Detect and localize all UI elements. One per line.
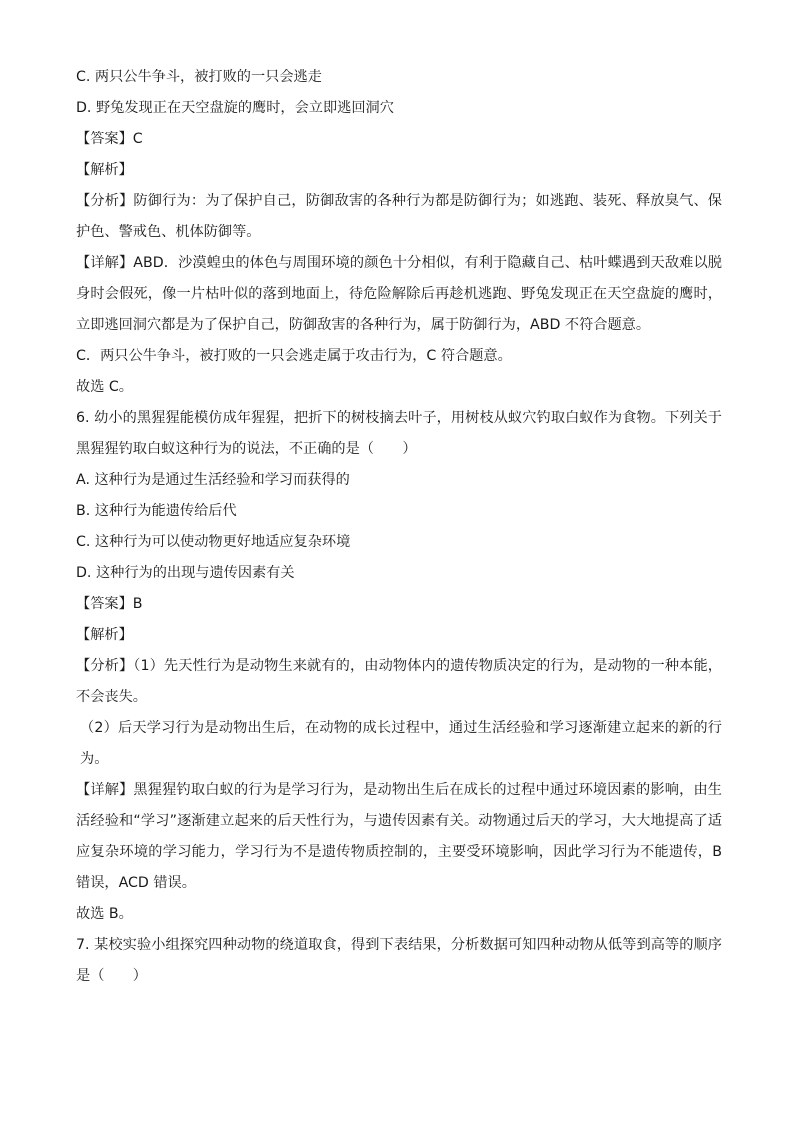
q6-analysis-2: （2）后天学习行为是动物出生后，在动物的成长过程中，通过生活经验和学习逐渐建立起来的新的行为。: [80, 720, 722, 767]
q6-analysis-1: 【分析】（1）先天性行为是动物生来就有的，由动物体内的遗传物质决定的行为，是动物的一种本能，不会丧失。: [76, 658, 722, 705]
q5-answer: 【答案】C: [76, 131, 143, 147]
q5-analysis: 【分析】防御行为：为了保护自己，防御敌害的各种行为都是防御行为；如逃跑、装死、释放臭气、保护色、警戒色、机体防御等。: [76, 193, 722, 240]
q6-option-b: B. 这种行为能遗传给后代: [76, 503, 237, 519]
q5-analysis-heading: 【解析】: [76, 162, 133, 178]
q5-option-c: C. 两只公牛争斗，被打败的一只会逃走: [76, 69, 322, 85]
q5-option-d: D. 野兔发现正在天空盘旋的鹰时，会立即逃回洞穴: [76, 100, 394, 116]
q6-option-c: C. 这种行为可以使动物更好地适应复杂环境: [76, 534, 351, 550]
q5-detail: 【详解】ABD．沙漠蝗虫的体色与周围环境的颜色十分相似，有利于隐藏自己、枯叶蝶遇到天敌难以脱身时会假死，像一片枯叶似的落到地面上，待危险解除后再趁机逃跑、野兔发现正在天空盘旋的鹰时，立即逃回洞穴都是为了保护自己，防御敌害的各种行为，属于防御行为，ABD 不符合题意。: [76, 255, 722, 333]
q5-conclusion: 故选 C。: [76, 379, 133, 395]
q6-detail: 【详解】黑猩猩钓取白蚁的行为是学习行为，是动物出生后在成长的过程中通过环境因素的影响，由生活经验和“学习”逐渐建立起来的后天性行为，与遗传因素有关。动物通过后天的学习，大大地提高了适应复杂环境的学习能力，学习行为不是遗传物质控制的，主要受环境影响，因此学习行为不能遗传，B 错误，ACD 错误。: [76, 782, 722, 891]
q6-analysis-heading: 【解析】: [76, 627, 133, 643]
q5-detail-c: C．两只公牛争斗，被打败的一只会逃走属于攻击行为，C 符合题意。: [76, 348, 512, 364]
document-page: [76, 62, 722, 992]
q6-conclusion: 故选 B。: [76, 906, 133, 922]
q7-stem: 7. 某校实验小组探究四种动物的绕道取食，得到下表结果，分析数据可知四种动物从低等到高等的顺序是（ ）: [76, 937, 722, 984]
q6-answer: 【答案】B: [76, 596, 143, 612]
q6-option-d: D. 这种行为的出现与遗传因素有关: [76, 565, 295, 581]
q6-option-a: A. 这种行为是通过生活经验和学习而获得的: [76, 472, 350, 488]
q6-stem: 6. 幼小的黑猩猩能模仿成年猩猩，把折下的树枝摘去叶子，用树枝从蚁穴钓取白蚁作为食物。下列关于黑猩猩钓取白蚁这种行为的说法，不正确的是（ ）: [76, 410, 722, 457]
